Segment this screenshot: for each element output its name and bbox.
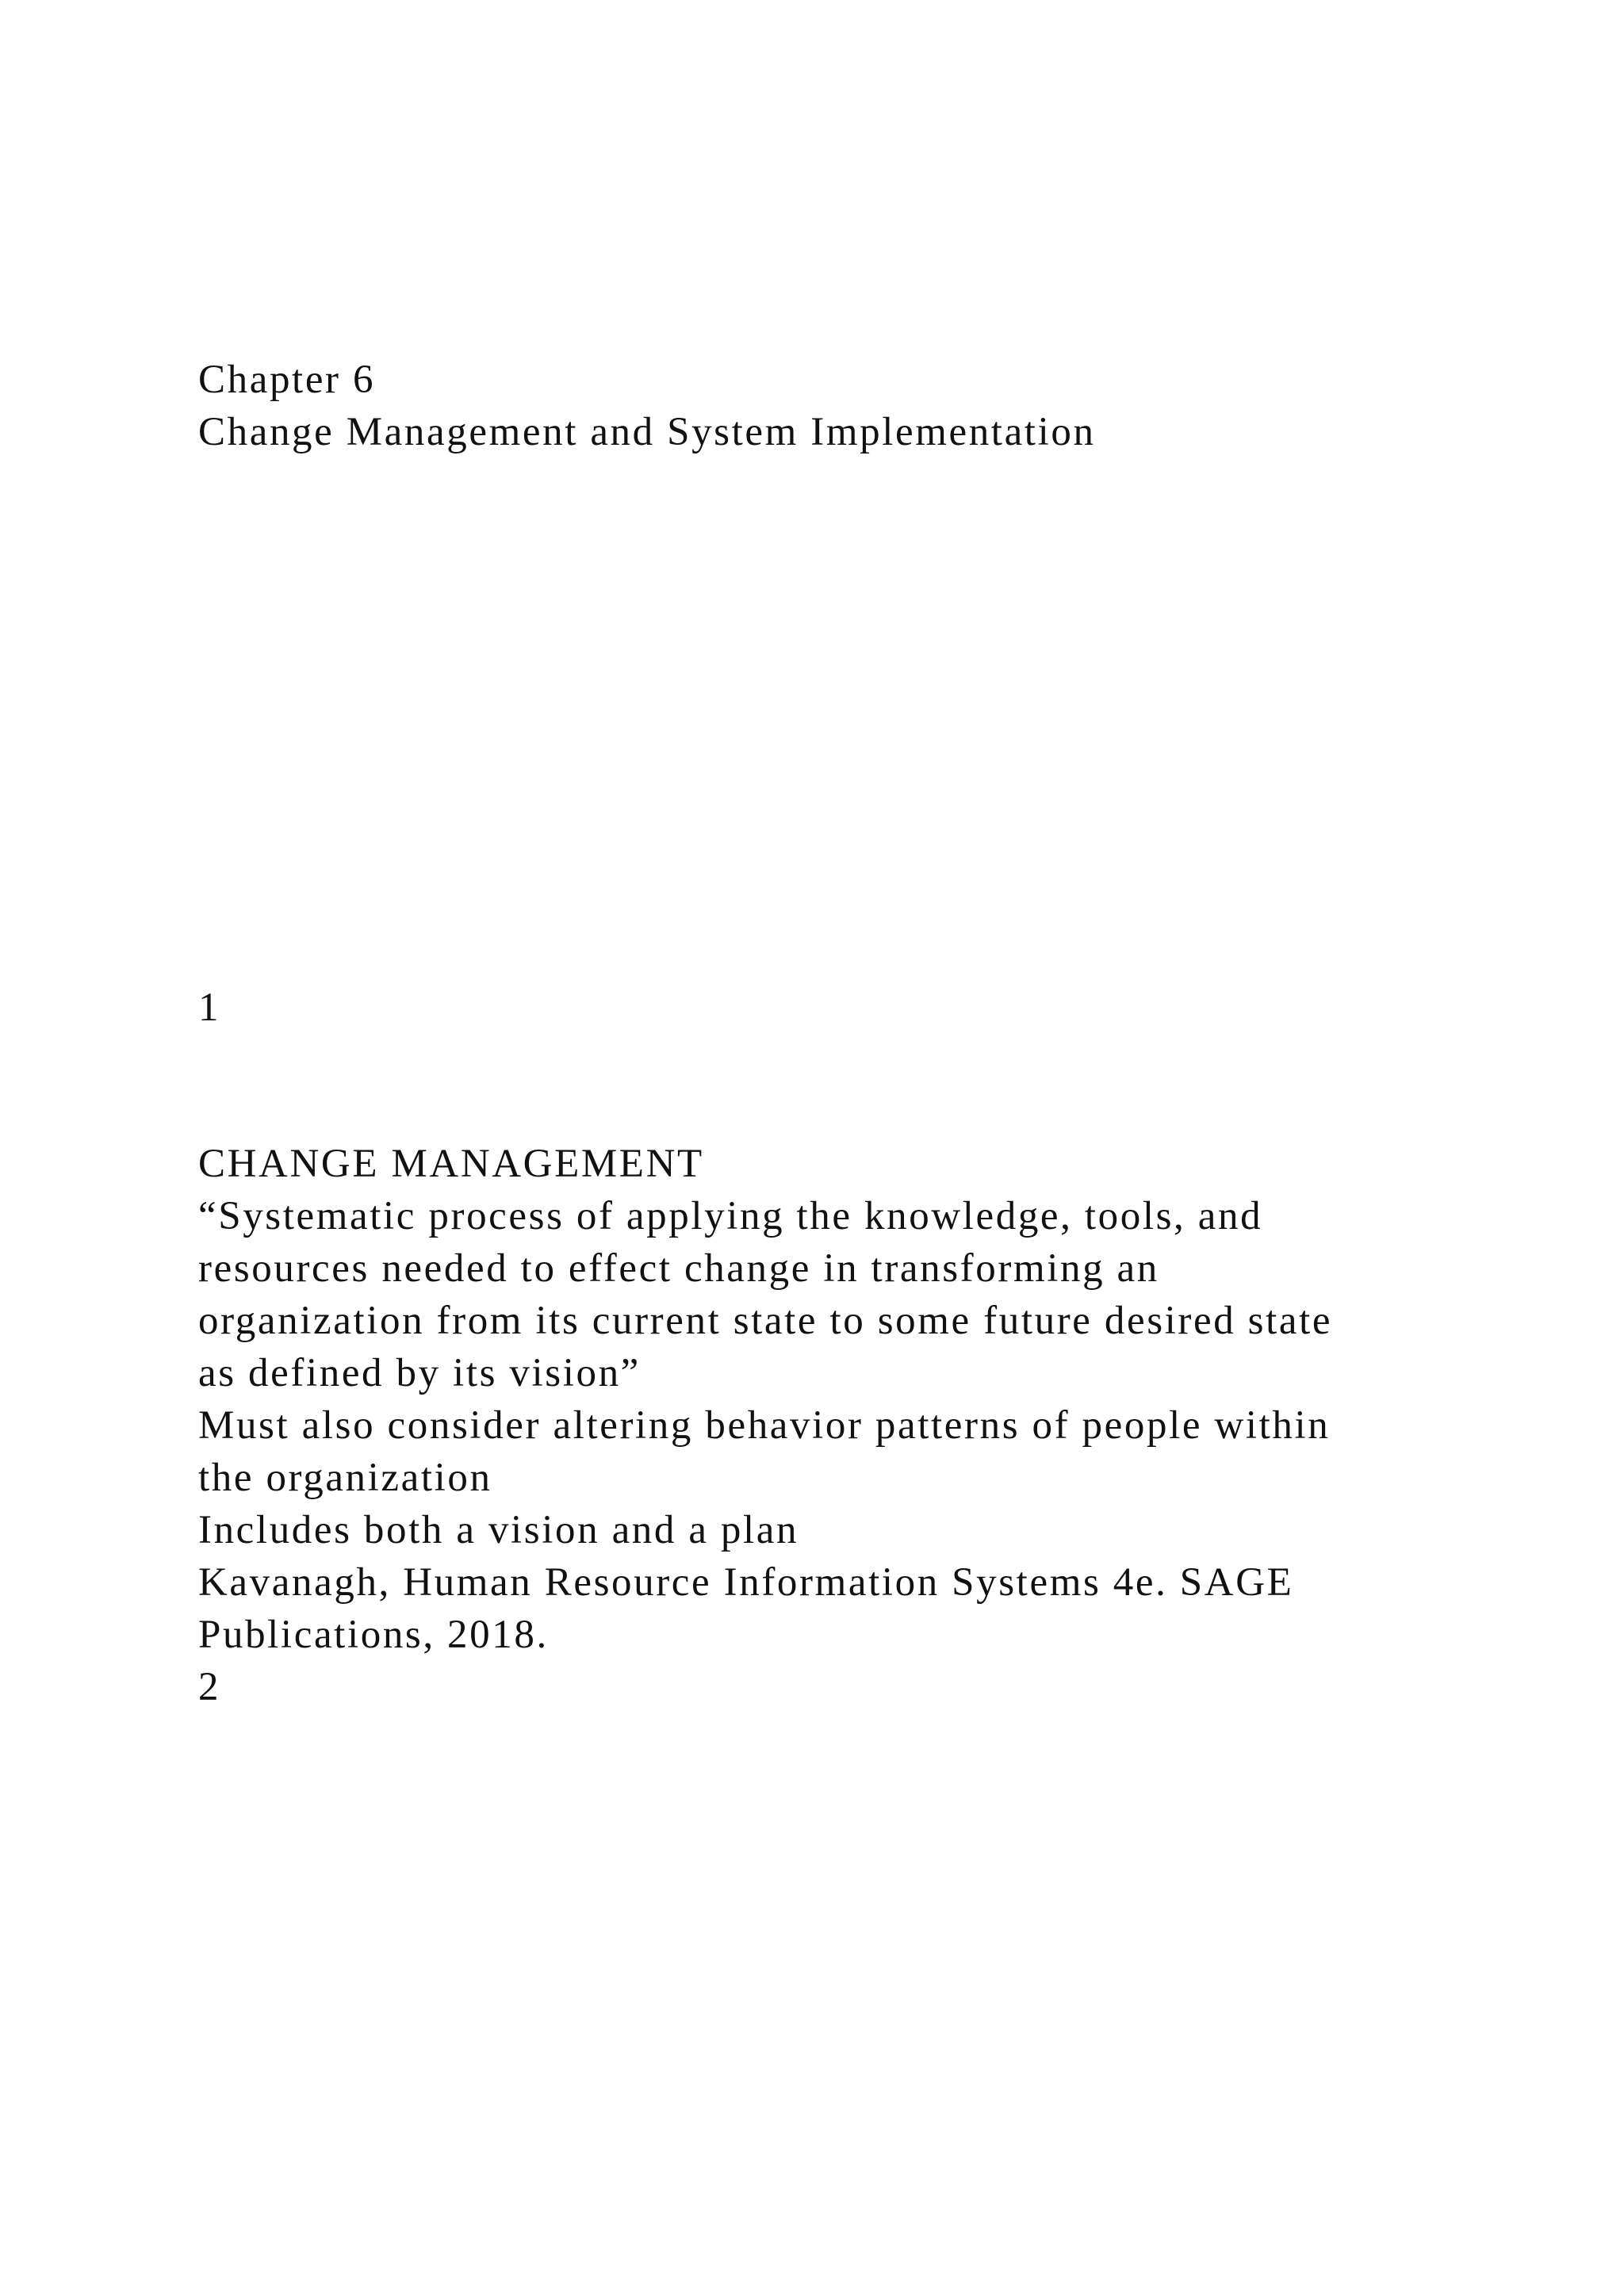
definition-line: “Systematic process of applying the knowledge, tools, and	[198, 1194, 1263, 1238]
section-heading: CHANGE MANAGEMENT	[198, 1142, 704, 1186]
chapter-label: Chapter 6	[198, 358, 376, 402]
page-number-1: 1	[198, 985, 221, 1030]
chapter-title: Change Management and System Implementation	[198, 410, 1096, 454]
point-line: Includes both a vision and a plan	[198, 1508, 799, 1552]
point-line: the organization	[198, 1456, 492, 1500]
definition-line: organization from its current state to some future desired state	[198, 1299, 1333, 1343]
point-line: Must also consider altering behavior patterns of people within	[198, 1403, 1331, 1448]
citation-line: Publications, 2018.	[198, 1613, 549, 1657]
definition-line: as defined by its vision”	[198, 1351, 641, 1395]
definition-line: resources needed to effect change in transforming an	[198, 1246, 1159, 1291]
page-number-2: 2	[198, 1665, 221, 1709]
citation-line: Kavanagh, Human Resource Information Systems 4e. SAGE	[198, 1560, 1294, 1605]
change-management-section	[198, 1138, 1332, 1713]
